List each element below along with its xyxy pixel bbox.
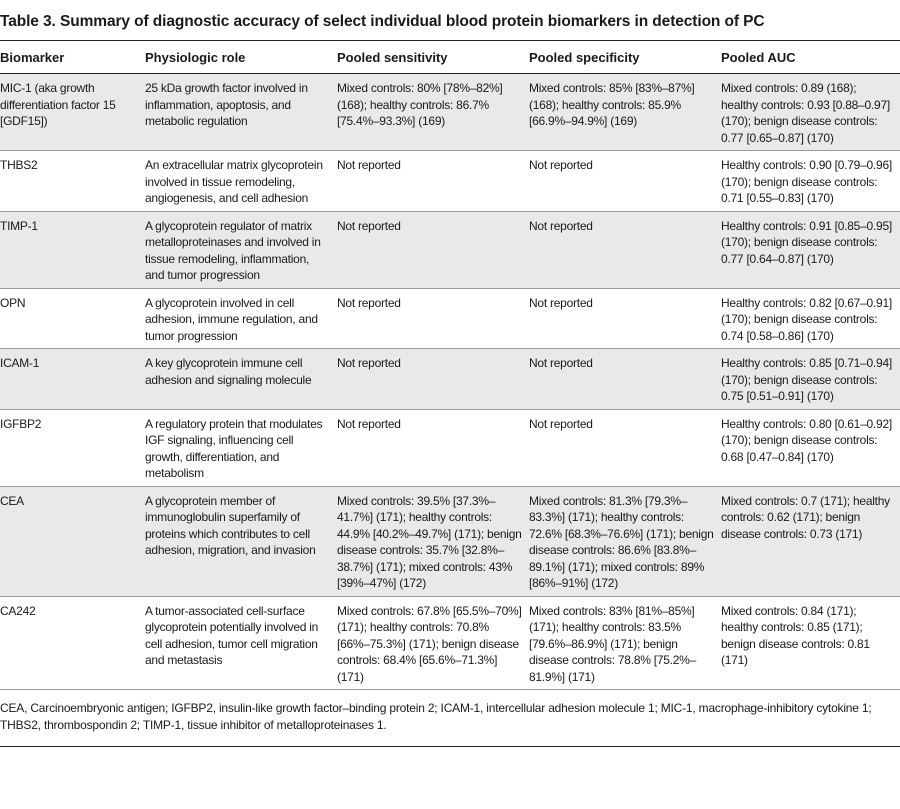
cell-specificity: Mixed controls: 85% [83%–87%] (168); healthy controls: 85.9% [66.9%–94.9%] (169) bbox=[529, 74, 721, 151]
cell-sensitivity: Not reported bbox=[337, 409, 529, 486]
header-pooled-auc: Pooled AUC bbox=[721, 41, 900, 74]
header-physiologic-role: Physiologic role bbox=[145, 41, 337, 74]
cell-specificity: Mixed controls: 83% [81%–85%] (171); healthy controls: 83.5% [79.6%–86.9%] (171); benign disease controls: 78.8% [75.2%–81.9%] (171) bbox=[529, 596, 721, 690]
cell-specificity: Mixed controls: 81.3% [79.3%–83.3%] (171); healthy controls: 72.6% [68.3%–76.6%] (171); benign disease controls: 86.6% [83.8%–89.1%] (171); mixed controls: 89% [86%–91%] (172) bbox=[529, 486, 721, 596]
header-pooled-sensitivity: Pooled sensitivity bbox=[337, 41, 529, 74]
cell-specificity: Not reported bbox=[529, 409, 721, 486]
cell-role: A tumor-associated cell-surface glycoprotein potentially involved in cell adhesion, tumor cell migration and metastasis bbox=[145, 596, 337, 690]
cell-sensitivity: Mixed controls: 67.8% [65.5%–70%] (171); healthy controls: 70.8% [66%–75.3%] (171); benign disease controls: 68.4% [65.6%–71.3%] (171) bbox=[337, 596, 529, 690]
cell-biomarker: MIC-1 (aka growth differentiation factor 15 [GDF15]) bbox=[0, 74, 145, 151]
cell-auc: Healthy controls: 0.90 [0.79–0.96] (170); benign disease controls: 0.71 [0.55–0.83] (170) bbox=[721, 151, 900, 212]
cell-role: A glycoprotein involved in cell adhesion, immune regulation, and tumor progression bbox=[145, 288, 337, 349]
table-row bbox=[0, 151, 900, 212]
table-row bbox=[0, 596, 900, 690]
cell-biomarker: CEA bbox=[0, 486, 145, 596]
cell-sensitivity: Not reported bbox=[337, 151, 529, 212]
cell-auc: Mixed controls: 0.7 (171); healthy controls: 0.62 (171); benign disease controls: 0.73 (171) bbox=[721, 486, 900, 596]
cell-auc: Healthy controls: 0.85 [0.71–0.94] (170); benign disease controls: 0.75 [0.51–0.91] (170) bbox=[721, 349, 900, 410]
table-row bbox=[0, 288, 900, 349]
table-footnote: CEA, Carcinoembryonic antigen; IGFBP2, insulin-like growth factor–binding protein 2; ICAM-1, intercellular adhesion molecule 1; MIC-1, macrophage-inhibitory cytokine 1; THBS2, thrombospondin 2; TIMP-1, tissue inhibitor of metalloproteinases 1. bbox=[0, 690, 900, 747]
cell-auc: Healthy controls: 0.80 [0.61–0.92] (170); benign disease controls: 0.68 [0.47–0.84] (170) bbox=[721, 409, 900, 486]
cell-sensitivity: Not reported bbox=[337, 288, 529, 349]
cell-role: 25 kDa growth factor involved in inflammation, apoptosis, and metabolic regulation bbox=[145, 74, 337, 151]
cell-specificity: Not reported bbox=[529, 151, 721, 212]
cell-sensitivity: Mixed controls: 39.5% [37.3%–41.7%] (171); healthy controls: 44.9% [40.2%–49.7%] (171); benign disease controls: 35.7% [32.8%–38.7%] (171); mixed controls: 43% [39%–47%] (172) bbox=[337, 486, 529, 596]
cell-auc: Healthy controls: 0.82 [0.67–0.91] (170); benign disease controls: 0.74 [0.58–0.86] (170) bbox=[721, 288, 900, 349]
cell-role: A glycoprotein regulator of matrix metalloproteinases and involved in tissue remodeling, inflammation, and tumor progression bbox=[145, 211, 337, 288]
header-row bbox=[0, 41, 900, 74]
cell-role: A key glycoprotein immune cell adhesion and signaling molecule bbox=[145, 349, 337, 410]
cell-biomarker: CA242 bbox=[0, 596, 145, 690]
cell-auc: Healthy controls: 0.91 [0.85–0.95] (170); benign disease controls: 0.77 [0.64–0.87] (170) bbox=[721, 211, 900, 288]
table-row bbox=[0, 409, 900, 486]
header-pooled-specificity: Pooled specificity bbox=[529, 41, 721, 74]
cell-biomarker: IGFBP2 bbox=[0, 409, 145, 486]
cell-role: A glycoprotein member of immunoglobulin superfamily of proteins which contributes to cell adhesion, migration, and invasion bbox=[145, 486, 337, 596]
table-row bbox=[0, 349, 900, 410]
cell-specificity: Not reported bbox=[529, 349, 721, 410]
cell-sensitivity: Not reported bbox=[337, 211, 529, 288]
cell-specificity: Not reported bbox=[529, 288, 721, 349]
table-title: Table 3. Summary of diagnostic accuracy of select individual blood protein biomarkers in detection of PC bbox=[0, 0, 900, 41]
cell-sensitivity: Not reported bbox=[337, 349, 529, 410]
cell-sensitivity: Mixed controls: 80% [78%–82%] (168); healthy controls: 86.7% [75.4%–93.3%] (169) bbox=[337, 74, 529, 151]
cell-biomarker: OPN bbox=[0, 288, 145, 349]
cell-specificity: Not reported bbox=[529, 211, 721, 288]
cell-role: An extracellular matrix glycoprotein involved in tissue remodeling, angiogenesis, and cell adhesion bbox=[145, 151, 337, 212]
cell-auc: Mixed controls: 0.84 (171); healthy controls: 0.85 (171); benign disease controls: 0.81 (171) bbox=[721, 596, 900, 690]
cell-auc: Mixed controls: 0.89 (168); healthy controls: 0.93 [0.88–0.97] (170); benign disease controls: 0.77 [0.65–0.87] (170) bbox=[721, 74, 900, 151]
table-row bbox=[0, 486, 900, 596]
table-row bbox=[0, 74, 900, 151]
header-biomarker: Biomarker bbox=[0, 41, 145, 74]
cell-biomarker: THBS2 bbox=[0, 151, 145, 212]
biomarker-table bbox=[0, 41, 900, 690]
cell-biomarker: TIMP-1 bbox=[0, 211, 145, 288]
table-row bbox=[0, 211, 900, 288]
cell-role: A regulatory protein that modulates IGF signaling, influencing cell growth, differentiation, and metabolism bbox=[145, 409, 337, 486]
cell-biomarker: ICAM-1 bbox=[0, 349, 145, 410]
